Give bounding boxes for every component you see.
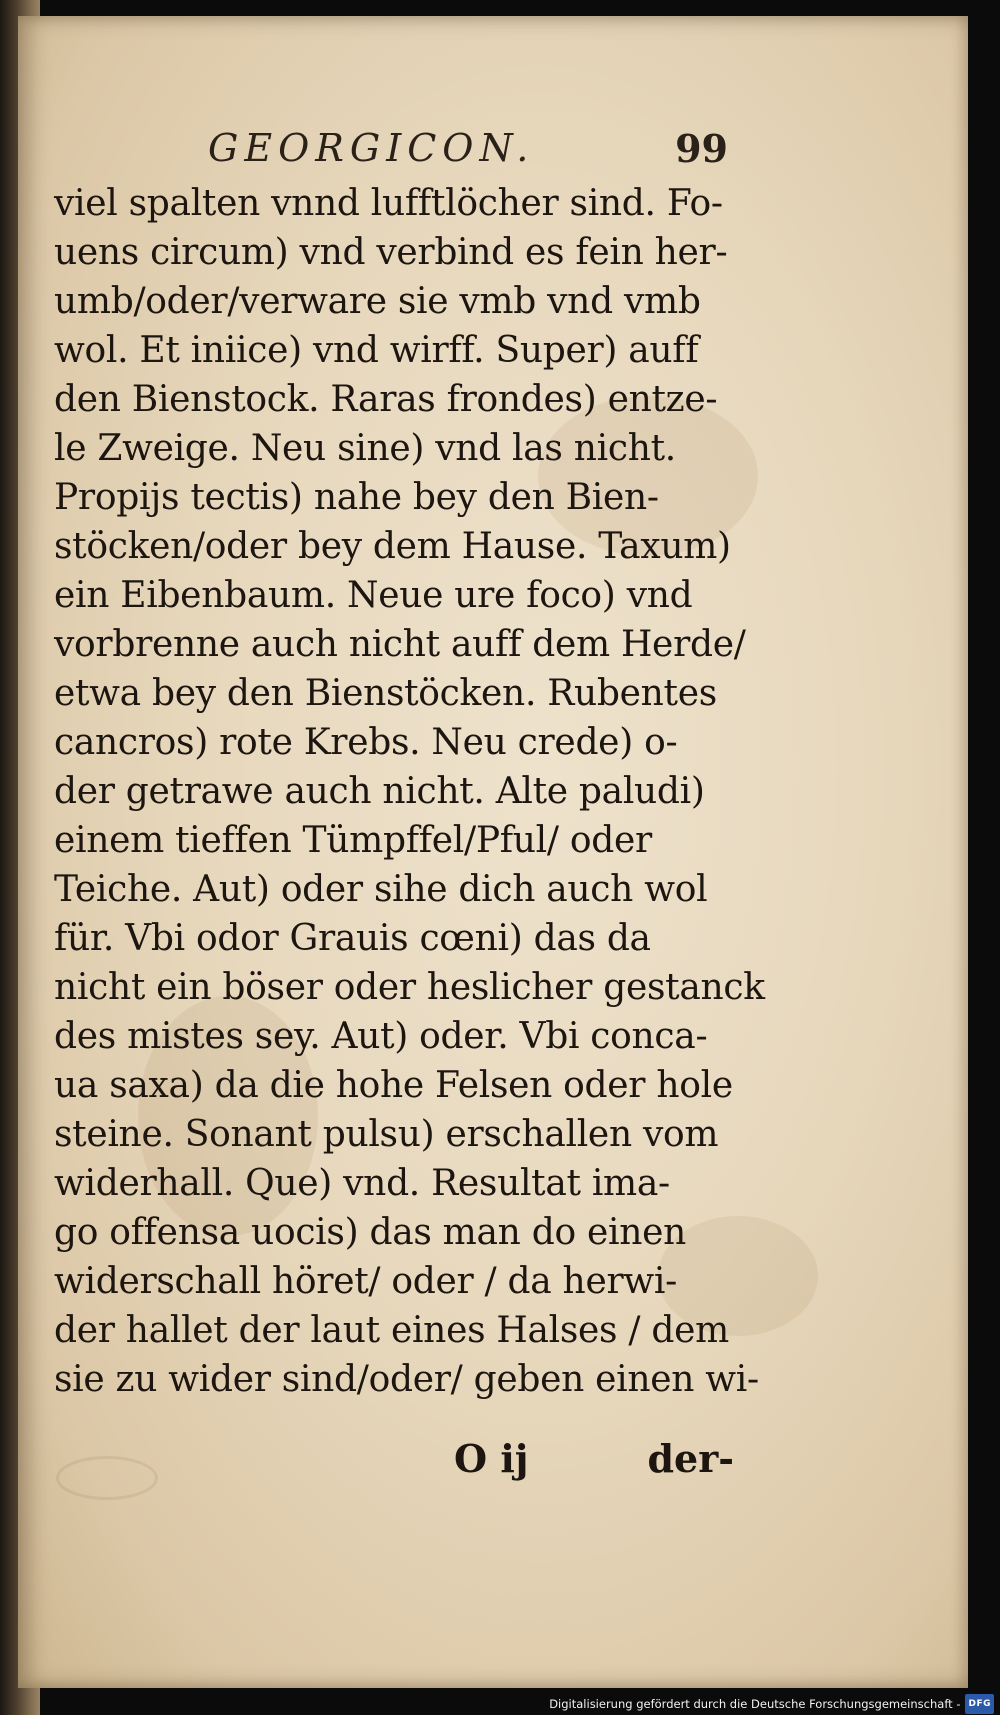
dfg-logo: DFG — [965, 1694, 994, 1714]
text-line: des mistes sey. Aut) oder. Vbi conca- — [54, 1016, 708, 1057]
text-line: widerschall höret/ oder / da herwi- — [54, 1261, 677, 1302]
book-page — [18, 16, 968, 1688]
text-line: go offensa uocis) das man do einen — [54, 1212, 686, 1253]
text-line: widerhall. Que) vnd. Resultat ima- — [54, 1163, 670, 1204]
page-footer — [54, 1436, 734, 1486]
catchword: der- — [647, 1436, 734, 1481]
signature-mark: O ij — [454, 1436, 529, 1481]
credit-text: Digitalisierung gefördert durch die Deutsche Forschungsgemeinschaft - — [549, 1697, 961, 1711]
body-text — [54, 179, 765, 1404]
text-line: der hallet der laut eines Halses / dem — [54, 1310, 729, 1351]
text-line: ein Eibenbaum. Neue ure foco) vnd — [54, 575, 693, 616]
text-line: den Bienstock. Raras frondes) entze- — [54, 379, 718, 420]
digitization-credit — [549, 1695, 994, 1713]
text-line: einem tieffen Tümpffel/Pful/ oder — [54, 820, 652, 861]
page-header — [208, 126, 728, 176]
text-line: le Zweige. Neu sine) vnd las nicht. — [54, 428, 676, 469]
text-line: vorbrenne auch nicht auff dem Herde/ — [54, 624, 746, 665]
text-line: der getrawe auch nicht. Alte paludi) — [54, 771, 705, 812]
text-line: stöcken/oder bey dem Hause. Taxum) — [54, 526, 731, 567]
text-line: etwa bey den Bienstöcken. Rubentes — [54, 673, 717, 714]
text-line: cancros) rote Krebs. Neu crede) o- — [54, 722, 678, 763]
text-line: steine. Sonant pulsu) erschallen vom — [54, 1114, 719, 1155]
page-number: 99 — [675, 126, 728, 171]
text-line: viel spalten vnnd lufftlöcher sind. Fo- — [54, 183, 723, 224]
text-line: uens circum) vnd verbind es fein her- — [54, 232, 728, 273]
text-line: für. Vbi odor Grauis cœni) das da — [54, 918, 651, 959]
text-line: wol. Et iniice) vnd wirff. Super) auff — [54, 330, 699, 371]
text-line: sie zu wider sind/oder/ geben einen wi- — [54, 1359, 759, 1400]
text-line: nicht ein böser oder heslicher gestanck — [54, 967, 765, 1008]
running-head: GEORGICON. — [208, 126, 535, 170]
text-line: ua saxa) da die hohe Felsen oder hole — [54, 1065, 733, 1106]
text-line: Teiche. Aut) oder sihe dich auch wol — [54, 869, 708, 910]
text-line: umb/oder/verware sie vmb vnd vmb — [54, 281, 701, 322]
text-line: Propijs tectis) nahe bey den Bien- — [54, 477, 659, 518]
